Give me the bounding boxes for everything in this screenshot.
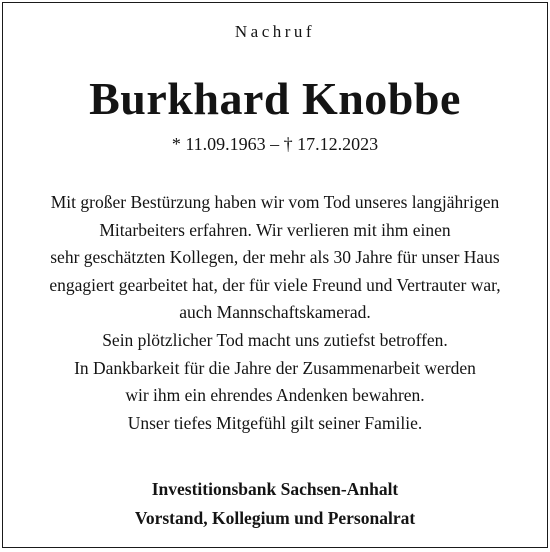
- text-line: Sein plötzlicher Tod macht uns zutiefst betroffen.: [102, 329, 448, 350]
- notice-heading: Nachruf: [234, 22, 316, 41]
- text-line: In Dankbarkeit für die Jahre der Zusammenarbeit werden: [74, 357, 476, 378]
- signature-block: [3, 475, 547, 533]
- text-line: Unser tiefes Mitgefühl gilt seiner Familie.: [127, 412, 423, 433]
- text-line: Mit großer Bestürzung haben wir vom Tod unseres langjährigen: [50, 192, 500, 212]
- obituary-notice: [2, 2, 548, 548]
- text-line: sehr geschätzten Kollegen, der mehr als 30 Jahre für unser Haus: [50, 247, 500, 268]
- obituary-text: [3, 189, 547, 437]
- life-dates: * 11.09.1963 – † 17.12.2023: [171, 134, 379, 154]
- signature-departments: Vorstand, Kollegium und Personalrat: [134, 508, 416, 528]
- text-line: wir ihm ein ehrendes Andenken bewahren.: [125, 385, 425, 406]
- text-line: Mitarbeiters erfahren. Wir verlieren mit ihm einen: [99, 219, 451, 240]
- text-line: auch Mannschaftskamerad.: [179, 302, 371, 323]
- text-line: engagiert gearbeitet hat, der für viele Freund und Vertrauter war,: [49, 274, 501, 295]
- deceased-name: Burkhard Knobbe: [89, 73, 461, 124]
- signature-organization: Investitionsbank Sachsen-Anhalt: [151, 479, 399, 499]
